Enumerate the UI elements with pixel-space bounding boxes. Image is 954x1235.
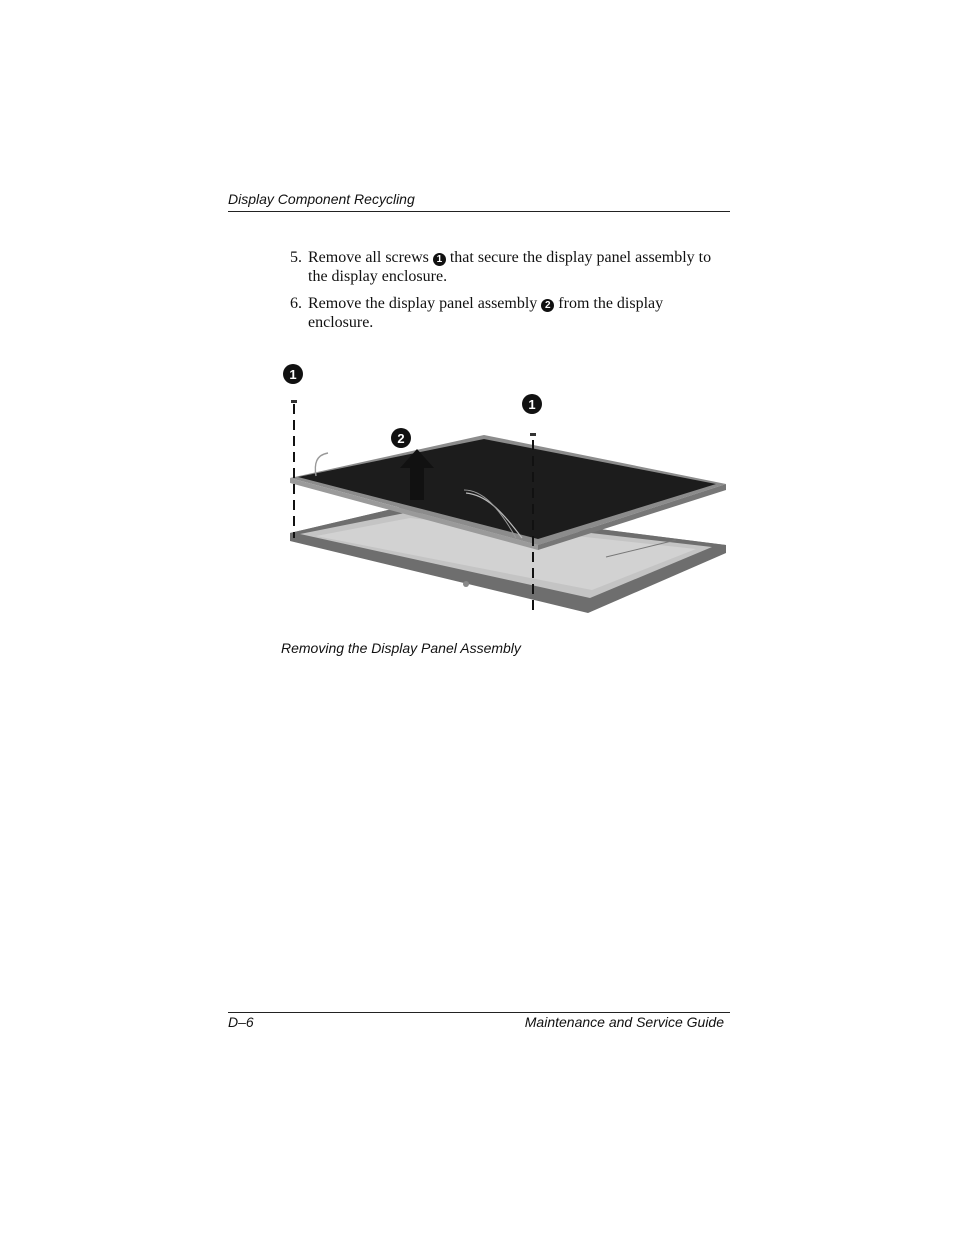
instruction-steps [290,248,730,340]
step-text-after: from the display enclosure. [308,295,664,331]
display-panel-removal-illustration [276,360,736,630]
header-rule [228,211,730,212]
step-text [308,294,730,332]
callout-1-right-label: 1 [528,397,536,412]
step-text-before: Remove all screws [308,249,429,266]
step-6 [290,294,730,332]
callout-1-icon: 1 [433,253,446,266]
step-text-after: that secure the display panel assembly to the display enclosure. [308,249,712,285]
callout-2-panel-icon [391,428,411,448]
step-number: 6. [290,295,302,312]
step-5 [290,248,730,286]
footer-rule [228,1012,730,1013]
guide-title: Maintenance and Service Guide [524,1014,724,1030]
callout-1-right-icon [522,394,542,414]
step-text [308,248,730,286]
callout-2-label: 2 [397,431,405,446]
callout-1-left-icon [283,364,303,384]
callout-1-left-label: 1 [289,367,297,382]
figure-caption: Removing the Display Panel Assembly [281,640,521,656]
running-header: Display Component Recycling [228,191,415,207]
callout-2-icon: 2 [541,299,554,312]
step-number: 5. [290,249,302,266]
page-number: D–6 [228,1014,254,1030]
step-text-before: Remove the display panel assembly [308,295,538,312]
